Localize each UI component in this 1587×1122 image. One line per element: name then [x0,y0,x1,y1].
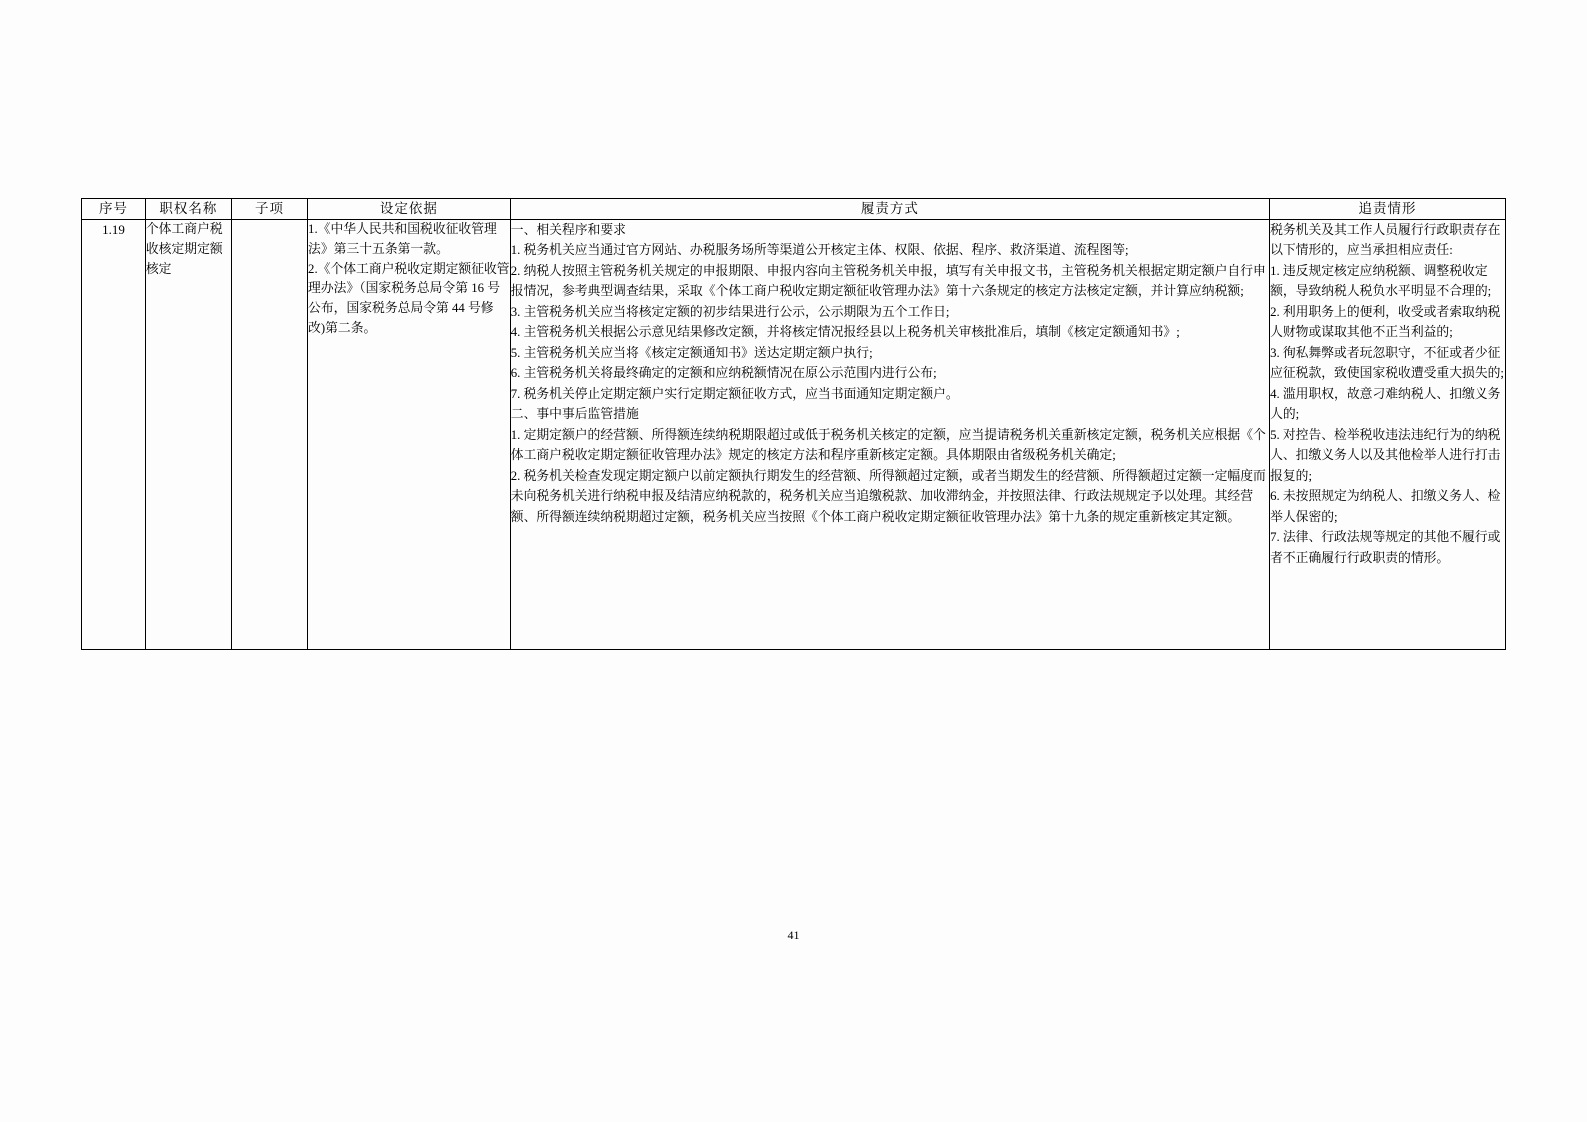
duty-line: 6. 主管税务机关将最终确定的定额和应纳税额情况在原公示范围内进行公布; [510,366,937,381]
column-header-basis: 设定依据 [308,199,511,220]
duty-line: 7. 税务机关停止定期定额户实行定期定额征收方式，应当书面通知定期定额户。 [510,386,959,401]
cell-duty-method [510,220,1269,650]
responsibility-line: 6. 未按照规定为纳税人、扣缴义务人、检举人保密的; [1270,489,1501,524]
cell-accountability [1270,220,1506,650]
cell-sub-item [231,220,307,650]
duty-line: 3. 主管税务机关应当将核定定额的初步结果进行公示，公示期限为五个工作日; [510,304,950,319]
responsibility-line: 3. 徇私舞弊或者玩忽职守，不征或者少征应征税款，致使国家税收遭受重大损失的; [1270,345,1504,381]
responsibility-line: 1. 违反规定核定应纳税额、调整税收定额，导致纳税人税负水平明显不合理的; [1270,263,1492,299]
duty-line: 一、相关程序和要求 [510,223,626,237]
cell-authority-name: 个体工商户税收核定期定额核定 [145,220,231,650]
column-header-name: 职权名称 [145,199,231,220]
duty-line: 二、事中事后监管措施 [510,407,639,422]
responsibility-line: 2. 利用职务上的便利，收受或者索取纳税人财物或谋取其他不正当利益的; [1270,304,1501,340]
basis-line: 2.《个体工商户税收定期定额征收管理办法》（国家税务总局令第 16 号公布，国家税务总局令第 44 号修改)第二条。 [308,261,510,336]
duty-line: 2. 纳税人按照主管税务机关规定的申报期限、申报内容向主管税务机关申报，填写有关申报文书，主管税务机关根据定期定额户自行申报情况，参考典型调查结果，采取《个体工商户税收定期定额征收管理办法》第十六条规定的核定方法核定定额，并计算应纳税额; [510,263,1266,299]
responsibility-line: 7. 法律、行政法规等规定的其他不履行或者不正确履行行政职责的情形。 [1270,530,1501,565]
responsibility-line: 税务机关及其工作人员履行行政职责存在以下情形的，应当承担相应责任: [1270,223,1501,258]
column-header-sub: 子项 [231,199,307,220]
column-header-responsibility: 追责情形 [1270,199,1506,220]
basis-line: 1.《中华人民共和国税收征收管理法》第三十五条第一款。 [308,222,497,256]
page-number: 41 [787,928,800,942]
column-header-seq: 序号 [82,199,146,220]
cell-legal-basis [308,220,511,650]
duty-line: 1. 定期定额户的经营额、所得额连续纳税期限超过或低于税务机关核定的定额，应当提请税务机关重新核定定额，税务机关应根据《个体工商户税收定期定额征收管理办法》规定的核定方法和程序重新核定定额。具体期限由省级税务机关确定; [510,427,1266,463]
duty-line: 2. 税务机关检查发现定期定额户以前定额执行期发生的经营额、所得额超过定额，或者当期发生的经营额、所得额超过定额一定幅度而未向税务机关进行纳税申报及结清应纳税款的，税务机关应当追缴税款、加收滞纳金，并按照法律、行政法规规定予以处理。其经营额、所得额连续纳税期超过定额，税务机关应当按照《个体工商户税收定期定额征收管理办法》第十九条的规定重新核定其定额。 [510,468,1266,524]
duty-line: 1. 税务机关应当通过官方网站、办税服务场所等渠道公开核定主体、权限、依据、程序、救济渠道、流程图等; [510,243,1129,258]
table-row [82,220,1506,650]
column-header-duty: 履责方式 [510,199,1269,220]
duty-line: 4. 主管税务机关根据公示意见结果修改定额，并将核定情况报经县以上税务机关审核批准后，填制《核定定额通知书》; [510,325,1180,340]
responsibility-line: 5. 对控告、检举税收违法违纪行为的纳税人、扣缴义务人以及其他检举人进行打击报复的; [1270,427,1501,483]
duty-line: 5. 主管税务机关应当将《核定定额通知书》送达定期定额户执行; [510,345,873,360]
responsibility-line: 4. 滥用职权，故意刁难纳税人、扣缴义务人的; [1270,386,1501,422]
authority-table [81,198,1506,650]
table-header-row [82,199,1506,220]
cell-seq: 1.19 [82,220,146,650]
